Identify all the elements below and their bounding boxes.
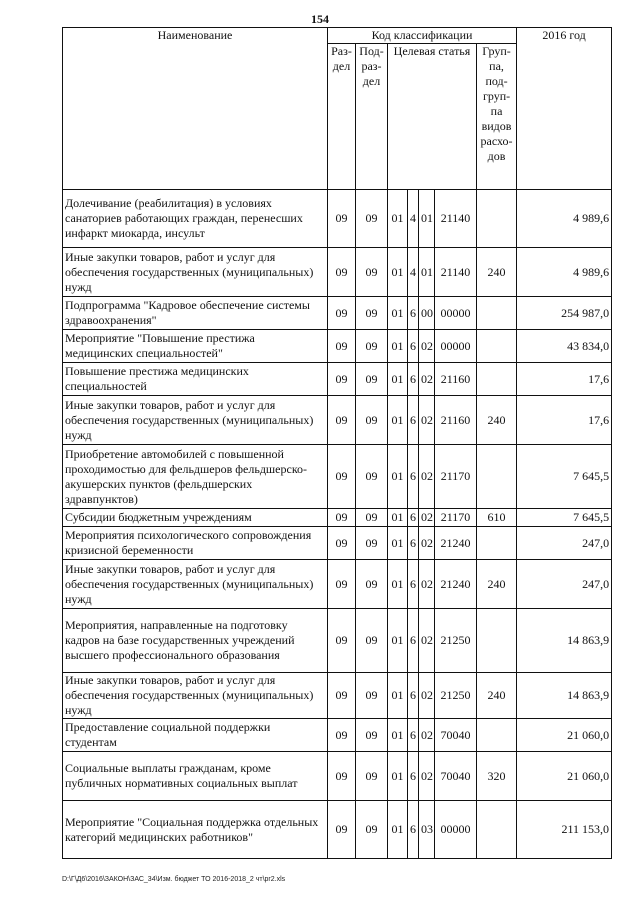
- row-target-direction: 21250: [435, 609, 477, 673]
- row-razdel: 09: [328, 609, 356, 673]
- row-target-subprogram: 6: [408, 445, 419, 509]
- row-target-event: 02: [419, 527, 435, 560]
- table-row: [63, 752, 612, 801]
- row-target-direction: 21160: [435, 363, 477, 396]
- row-target-program: 01: [388, 396, 408, 445]
- row-target-program: 01: [388, 609, 408, 673]
- table-row: [63, 609, 612, 673]
- row-target-program: 01: [388, 248, 408, 297]
- row-target-direction: 00000: [435, 297, 477, 330]
- row-name: Иные закупки товаров, работ и услуг для обеспечения государственных (муниципальных) нужд: [63, 396, 328, 445]
- row-amount: 7 645,5: [517, 445, 612, 509]
- row-razdel: 09: [328, 248, 356, 297]
- row-target-event: 02: [419, 560, 435, 609]
- row-razdel: 09: [328, 396, 356, 445]
- row-amount: 254 987,0: [517, 297, 612, 330]
- row-expense-group: [477, 190, 517, 248]
- row-amount: 247,0: [517, 527, 612, 560]
- row-target-subprogram: 4: [408, 248, 419, 297]
- row-target-direction: 21250: [435, 673, 477, 719]
- row-amount: 21 060,0: [517, 719, 612, 752]
- row-target-subprogram: 6: [408, 509, 419, 527]
- row-amount: 247,0: [517, 560, 612, 609]
- row-target-direction: 21240: [435, 560, 477, 609]
- row-target-subprogram: 6: [408, 527, 419, 560]
- footer-file-path: D:\Г\Д6\2016\ЗАКОН\ЗАС_34\Изм. бюджет ТО 2016-2018_2 чт\pr2.xls: [62, 876, 286, 883]
- row-target-program: 01: [388, 297, 408, 330]
- row-target-direction: 21140: [435, 190, 477, 248]
- row-target-subprogram: 6: [408, 330, 419, 363]
- row-target-program: 01: [388, 363, 408, 396]
- row-expense-group: 610: [477, 509, 517, 527]
- row-amount: 17,6: [517, 363, 612, 396]
- row-target-event: 02: [419, 719, 435, 752]
- row-target-direction: 00000: [435, 330, 477, 363]
- row-target-subprogram: 6: [408, 609, 419, 673]
- row-target-event: 00: [419, 297, 435, 330]
- row-podrazdel: 09: [356, 673, 388, 719]
- row-target-program: 01: [388, 330, 408, 363]
- header-year: 2016 год: [517, 28, 612, 190]
- row-target-subprogram: 6: [408, 801, 419, 859]
- row-expense-group: [477, 445, 517, 509]
- table-row: [63, 363, 612, 396]
- row-podrazdel: 09: [356, 609, 388, 673]
- row-name: Иные закупки товаров, работ и услуг для обеспечения государственных (муниципальных) нужд: [63, 248, 328, 297]
- table-row: [63, 396, 612, 445]
- row-amount: 14 863,9: [517, 609, 612, 673]
- row-target-event: 02: [419, 673, 435, 719]
- table-row: [63, 330, 612, 363]
- row-target-program: 01: [388, 719, 408, 752]
- row-podrazdel: 09: [356, 190, 388, 248]
- row-target-direction: 21160: [435, 396, 477, 445]
- row-name: Подпрограмма "Кадровое обеспечение системы здравоохранения": [63, 297, 328, 330]
- row-target-program: 01: [388, 560, 408, 609]
- row-name: Иные закупки товаров, работ и услуг для обеспечения государственных (муниципальных) нужд: [63, 560, 328, 609]
- table-row: [63, 190, 612, 248]
- row-name: Приобретение автомобилей с повышенной проходимостью для фельдшеров фельдшерско-акушерских пунктов (фельдшерских здравпунктов): [63, 445, 328, 509]
- row-target-direction: 21170: [435, 445, 477, 509]
- row-razdel: 09: [328, 445, 356, 509]
- row-target-event: 02: [419, 445, 435, 509]
- table-row: [63, 248, 612, 297]
- row-target-subprogram: 6: [408, 719, 419, 752]
- row-razdel: 09: [328, 363, 356, 396]
- row-target-subprogram: 6: [408, 396, 419, 445]
- row-podrazdel: 09: [356, 560, 388, 609]
- table-row: [63, 527, 612, 560]
- row-expense-group: [477, 801, 517, 859]
- row-target-direction: 70040: [435, 752, 477, 801]
- row-expense-group: [477, 330, 517, 363]
- row-target-subprogram: 6: [408, 297, 419, 330]
- row-target-direction: 21240: [435, 527, 477, 560]
- row-amount: 211 153,0: [517, 801, 612, 859]
- row-target-subprogram: 4: [408, 190, 419, 248]
- budget-table: [62, 27, 612, 859]
- table-row: [63, 673, 612, 719]
- header-name: Наименование: [63, 28, 328, 190]
- row-podrazdel: 09: [356, 801, 388, 859]
- row-expense-group: 240: [477, 248, 517, 297]
- row-expense-group: [477, 719, 517, 752]
- row-amount: 4 989,6: [517, 248, 612, 297]
- row-amount: 17,6: [517, 396, 612, 445]
- row-target-event: 01: [419, 190, 435, 248]
- row-podrazdel: 09: [356, 752, 388, 801]
- row-razdel: 09: [328, 190, 356, 248]
- row-podrazdel: 09: [356, 509, 388, 527]
- row-podrazdel: 09: [356, 297, 388, 330]
- row-amount: 14 863,9: [517, 673, 612, 719]
- row-expense-group: [477, 363, 517, 396]
- row-target-program: 01: [388, 527, 408, 560]
- table-row: [63, 297, 612, 330]
- header-classification: Код классификации: [328, 28, 517, 44]
- row-razdel: 09: [328, 719, 356, 752]
- row-target-subprogram: 6: [408, 560, 419, 609]
- row-podrazdel: 09: [356, 719, 388, 752]
- row-expense-group: 240: [477, 396, 517, 445]
- row-target-program: 01: [388, 445, 408, 509]
- row-amount: 7 645,5: [517, 509, 612, 527]
- row-razdel: 09: [328, 527, 356, 560]
- row-expense-group: [477, 527, 517, 560]
- table-row: [63, 560, 612, 609]
- row-expense-group: 240: [477, 673, 517, 719]
- row-expense-group: [477, 297, 517, 330]
- table-row: [63, 719, 612, 752]
- row-name: Мероприятие "Социальная поддержка отдельных категорий медицинских работников": [63, 801, 328, 859]
- row-name: Субсидии бюджетным учреждениям: [63, 509, 328, 527]
- row-target-event: 02: [419, 330, 435, 363]
- row-target-event: 02: [419, 609, 435, 673]
- row-name: Мероприятия, направленные на подготовку кадров на базе государственных учреждений высшего профессионального образования: [63, 609, 328, 673]
- row-amount: 43 834,0: [517, 330, 612, 363]
- row-target-program: 01: [388, 801, 408, 859]
- row-target-program: 01: [388, 673, 408, 719]
- table-row: [63, 801, 612, 859]
- row-podrazdel: 09: [356, 527, 388, 560]
- header-target: Целевая статья: [388, 44, 477, 190]
- row-expense-group: 240: [477, 560, 517, 609]
- row-razdel: 09: [328, 801, 356, 859]
- row-razdel: 09: [328, 752, 356, 801]
- row-target-event: 02: [419, 509, 435, 527]
- row-target-event: 02: [419, 396, 435, 445]
- row-expense-group: 320: [477, 752, 517, 801]
- row-target-event: 03: [419, 801, 435, 859]
- row-target-program: 01: [388, 752, 408, 801]
- header-group: Груп- па, под- груп- па видов расхо- дов: [477, 44, 517, 190]
- row-amount: 4 989,6: [517, 190, 612, 248]
- header-razdel: Раз- дел: [328, 44, 356, 190]
- row-name: Повышение престижа медицинских специальностей: [63, 363, 328, 396]
- row-name: Мероприятия психологического сопровождения кризисной беременности: [63, 527, 328, 560]
- row-name: Социальные выплаты гражданам, кроме публичных нормативных социальных выплат: [63, 752, 328, 801]
- row-podrazdel: 09: [356, 445, 388, 509]
- row-name: Предоставление социальной поддержки студентам: [63, 719, 328, 752]
- row-target-direction: 70040: [435, 719, 477, 752]
- table-row: [63, 445, 612, 509]
- row-name: Долечивание (реабилитация) в условиях санаториев работающих граждан, перенесших инфаркт миокарда, инсульт: [63, 190, 328, 248]
- row-razdel: 09: [328, 560, 356, 609]
- row-target-program: 01: [388, 190, 408, 248]
- row-podrazdel: 09: [356, 330, 388, 363]
- row-podrazdel: 09: [356, 396, 388, 445]
- row-name: Мероприятие "Повышение престижа медицинских специальностей": [63, 330, 328, 363]
- row-target-direction: 21140: [435, 248, 477, 297]
- row-target-subprogram: 6: [408, 673, 419, 719]
- row-target-direction: 00000: [435, 801, 477, 859]
- row-target-direction: 21170: [435, 509, 477, 527]
- row-target-event: 02: [419, 752, 435, 801]
- row-razdel: 09: [328, 330, 356, 363]
- row-razdel: 09: [328, 297, 356, 330]
- row-name: Иные закупки товаров, работ и услуг для обеспечения государственных (муниципальных) нужд: [63, 673, 328, 719]
- table-row: [63, 509, 612, 527]
- row-expense-group: [477, 609, 517, 673]
- row-podrazdel: 09: [356, 248, 388, 297]
- row-razdel: 09: [328, 509, 356, 527]
- row-target-event: 02: [419, 363, 435, 396]
- header-podrazdel: Под- раз- дел: [356, 44, 388, 190]
- row-target-event: 01: [419, 248, 435, 297]
- row-razdel: 09: [328, 673, 356, 719]
- row-target-subprogram: 6: [408, 363, 419, 396]
- row-target-subprogram: 6: [408, 752, 419, 801]
- row-target-program: 01: [388, 509, 408, 527]
- row-amount: 21 060,0: [517, 752, 612, 801]
- page-number: 154: [311, 12, 329, 26]
- row-podrazdel: 09: [356, 363, 388, 396]
